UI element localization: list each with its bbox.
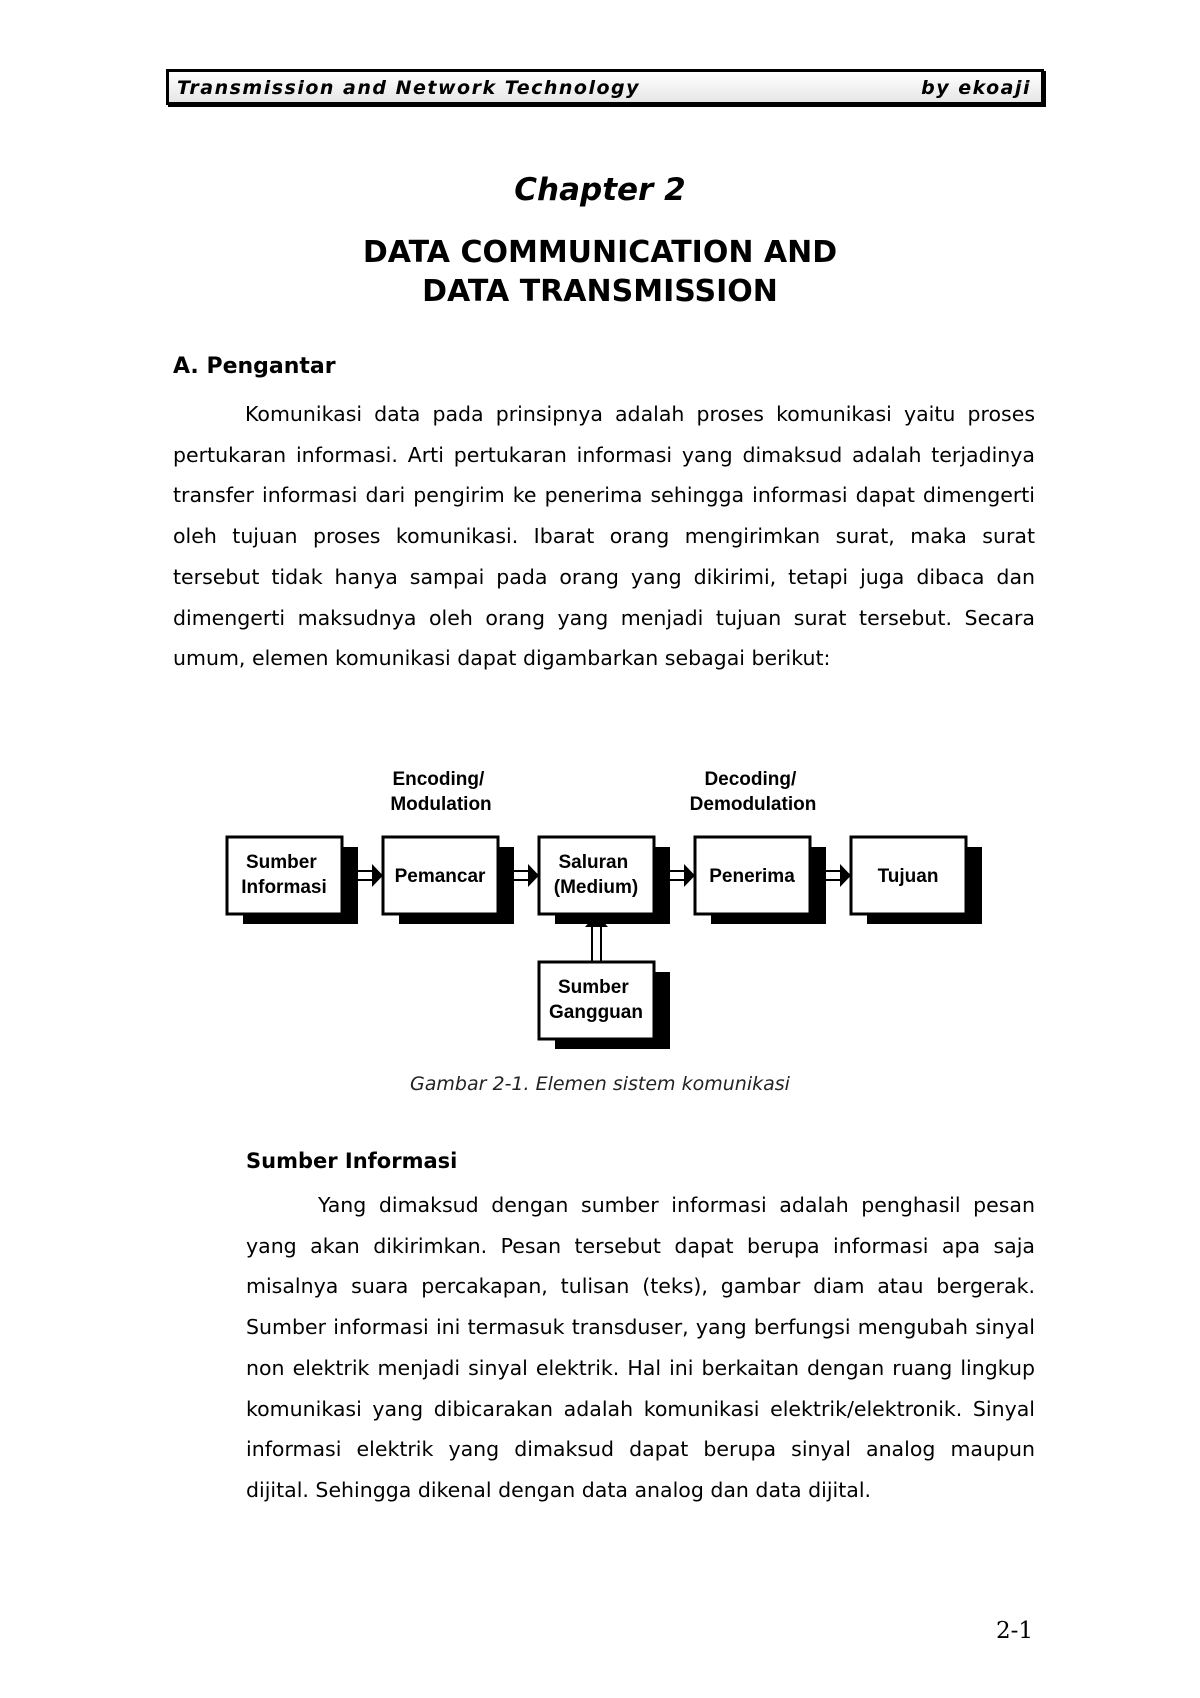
box-tujuan: [851, 837, 966, 914]
subheading-sumber-informasi: Sumber Informasi: [246, 1149, 458, 1173]
communication-elements-diagram: [215, 760, 1005, 1070]
page-number: 2-1: [995, 1618, 1033, 1644]
svg-text:Sumber Gangguan: Sumber Gangguan: [549, 977, 643, 1023]
svg-text:Tujuan: Tujuan: [877, 866, 939, 887]
box-sumber-gangguan: [539, 962, 654, 1039]
arrow-noise-to-channel: [592, 926, 601, 962]
running-header: [166, 69, 1044, 105]
body-paragraph-2: Yang dimaksud dengan sumber informasi adalah penghasil pesan yang akan dikirimkan. Pesan tersebut dapat berupa informasi apa saja misalnya suara percakapan, tulisan (teks), gambar diam atau bergerak. Sumber informasi ini termasuk transduser, yang berfungsi mengubah sinyal non elektrik menjadi sinyal elektrik. Hal ini berkaitan dengan ruang lingkup komunikasi yang dibicarakan adalah komunikasi elektrik/elektronik. Sinyal informasi elektrik yang dimaksud dapat berupa sinyal analog maupun dijital. Sehingga dikenal dengan data analog dan data dijital.: [246, 1193, 1035, 1502]
svg-text:Pemancar: Pemancar: [394, 866, 486, 887]
title-line-2: DATA TRANSMISSION: [422, 274, 778, 309]
encoding-modulation-label: Encoding/ Modulation: [390, 769, 492, 815]
box-penerima: [695, 837, 810, 914]
figure-caption: Gambar 2-1. Elemen sistem komunikasi: [410, 1073, 790, 1095]
box-saluran: [539, 837, 654, 914]
svg-text:Sumber Informasi: Sumber Informasi: [241, 852, 327, 898]
section-heading-a: A. Pengantar: [173, 354, 336, 379]
box-sumber-informasi: [227, 837, 342, 914]
header-author: by ekoaji: [921, 77, 1031, 99]
page-title: [0, 233, 1200, 311]
box-pemancar: [383, 837, 498, 914]
svg-text:Saluran (Medium): Saluran (Medium): [553, 852, 639, 898]
header-book-title: Transmission and Network Technology: [177, 77, 641, 99]
chapter-heading: Chapter 2: [514, 172, 686, 208]
svg-text:Penerima: Penerima: [709, 866, 795, 887]
body-paragraph-1: Komunikasi data pada prinsipnya adalah proses komunikasi yaitu proses pertukaran informasi. Arti pertukaran informasi yang dimaksud adalah terjadinya transfer informasi dari pengirim ke penerima sehingga informasi dapat dimengerti oleh tujuan proses komunikasi. Ibarat orang mengirimkan surat, maka surat tersebut tidak hanya sampai pada orang yang dikirimi, tetapi juga dibaca dan dimengerti maksudnya oleh orang yang menjadi tujuan surat tersebut. Secara umum, elemen komunikasi dapat digambarkan sebagai berikut:: [173, 402, 1035, 671]
decoding-demodulation-label: Decoding/ Demodulation: [689, 769, 817, 815]
title-line-1: DATA COMMUNICATION AND: [362, 235, 838, 270]
